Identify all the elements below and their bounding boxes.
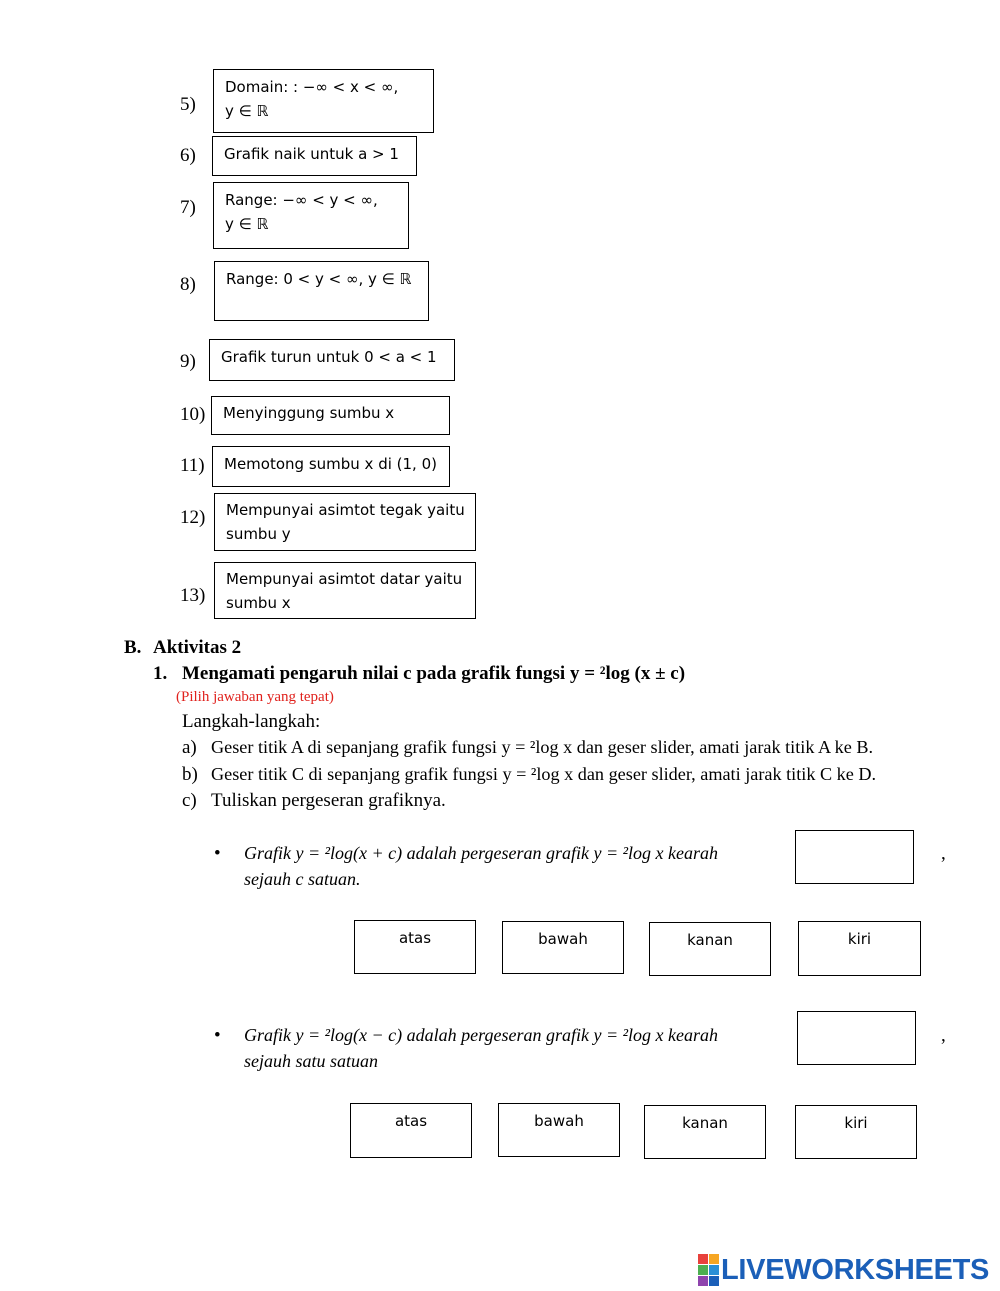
property-box-range-positive[interactable]: [214, 261, 429, 321]
option-kanan[interactable]: kanan: [644, 1105, 766, 1159]
item-number: 1.: [153, 663, 168, 684]
item-number-8: 8): [180, 274, 196, 295]
steps-heading: Langkah-langkah:: [182, 711, 321, 732]
property-text: Menyinggung sumbu x: [223, 404, 395, 422]
question-text: Grafik y = ²log(x + c) adalah pergeseran grafik y = ²log x kearah: [244, 843, 718, 863]
hint-text: (Pilih jawaban yang tepat): [176, 689, 334, 705]
property-box-memotong[interactable]: [212, 446, 450, 487]
property-text: sumbu y: [226, 525, 291, 543]
property-box-grafik-turun[interactable]: [209, 339, 455, 381]
property-text: Range: 0 < y < ∞, y ∈ ℝ: [226, 270, 412, 288]
option-kiri[interactable]: kiri: [795, 1105, 917, 1159]
question-continuation: sejauh satu satuan: [244, 1051, 379, 1071]
section-title: Aktivitas 2: [153, 637, 242, 658]
logo-block: [709, 1276, 719, 1286]
bullet: •: [214, 843, 221, 864]
step-label: c): [182, 790, 197, 811]
logo-text: LIVEWORKSHEETS: [721, 1253, 990, 1286]
step-label: b): [182, 764, 198, 785]
trailing-comma: ,: [941, 1025, 946, 1046]
property-box-grafik-naik[interactable]: [212, 136, 417, 176]
trailing-comma: ,: [941, 843, 946, 864]
option-bawah[interactable]: bawah: [498, 1103, 620, 1157]
item-number-12: 12): [180, 507, 206, 528]
item-number-13: 13): [180, 585, 206, 606]
section-label: B.: [124, 637, 142, 658]
logo-block: [698, 1265, 708, 1275]
liveworksheets-logo: [698, 1254, 989, 1286]
option-atas[interactable]: atas: [350, 1103, 472, 1158]
item-number-10: 10): [180, 404, 206, 425]
item-number-11: 11): [180, 455, 205, 476]
property-box-asimtot-datar[interactable]: [214, 562, 476, 619]
option-bawah[interactable]: bawah: [502, 921, 624, 974]
logo-block: [698, 1254, 708, 1264]
bullet: •: [214, 1025, 221, 1046]
property-text: Mempunyai asimtot tegak yaitu: [226, 501, 465, 519]
property-text: Domain: : −∞ < x < ∞,: [225, 78, 399, 96]
step-text: Tuliskan pergeseran grafiknya.: [211, 790, 446, 811]
step-text: Geser titik A di sepanjang grafik fungsi y = ²log x dan geser slider, amati jarak titik A ke B.: [211, 737, 874, 757]
property-box-menyinggung[interactable]: [211, 396, 450, 435]
option-atas[interactable]: atas: [354, 920, 476, 974]
property-box-domain[interactable]: [213, 69, 434, 133]
property-text: y ∈ ℝ: [225, 215, 269, 233]
option-kiri[interactable]: kiri: [798, 921, 921, 976]
property-text: sumbu x: [226, 594, 291, 612]
answer-drop-zone[interactable]: [795, 830, 914, 884]
step-label: a): [182, 737, 197, 758]
item-number-6: 6): [180, 145, 196, 166]
property-text: y ∈ ℝ: [225, 102, 269, 120]
logo-block: [709, 1265, 719, 1275]
answer-drop-zone[interactable]: [797, 1011, 916, 1065]
item-number-7: 7): [180, 197, 196, 218]
logo-icon: [698, 1254, 719, 1286]
question-continuation: sejauh c satuan.: [244, 869, 361, 889]
property-text: Mempunyai asimtot datar yaitu: [226, 570, 463, 588]
item-number-9: 9): [180, 351, 196, 372]
property-text: Grafik turun untuk 0 < a < 1: [221, 348, 437, 366]
step-text: Geser titik C di sepanjang grafik fungsi y = ²log x dan geser slider, amati jarak titik C ke D.: [211, 764, 877, 784]
question-text: Grafik y = ²log(x − c) adalah pergeseran grafik y = ²log x kearah: [244, 1025, 718, 1045]
option-kanan[interactable]: kanan: [649, 922, 771, 976]
logo-block: [698, 1276, 708, 1286]
property-text: Memotong sumbu x di (1, 0): [224, 455, 437, 473]
item-title: Mengamati pengaruh nilai c pada grafik fungsi y = ²log (x ± c): [182, 663, 686, 684]
property-text: Grafik naik untuk a > 1: [224, 145, 399, 163]
logo-block: [709, 1254, 719, 1264]
property-box-range-real[interactable]: [213, 182, 409, 249]
item-number-5: 5): [180, 94, 196, 115]
property-text: Range: −∞ < y < ∞,: [225, 191, 378, 209]
property-box-asimtot-tegak[interactable]: [214, 493, 476, 551]
